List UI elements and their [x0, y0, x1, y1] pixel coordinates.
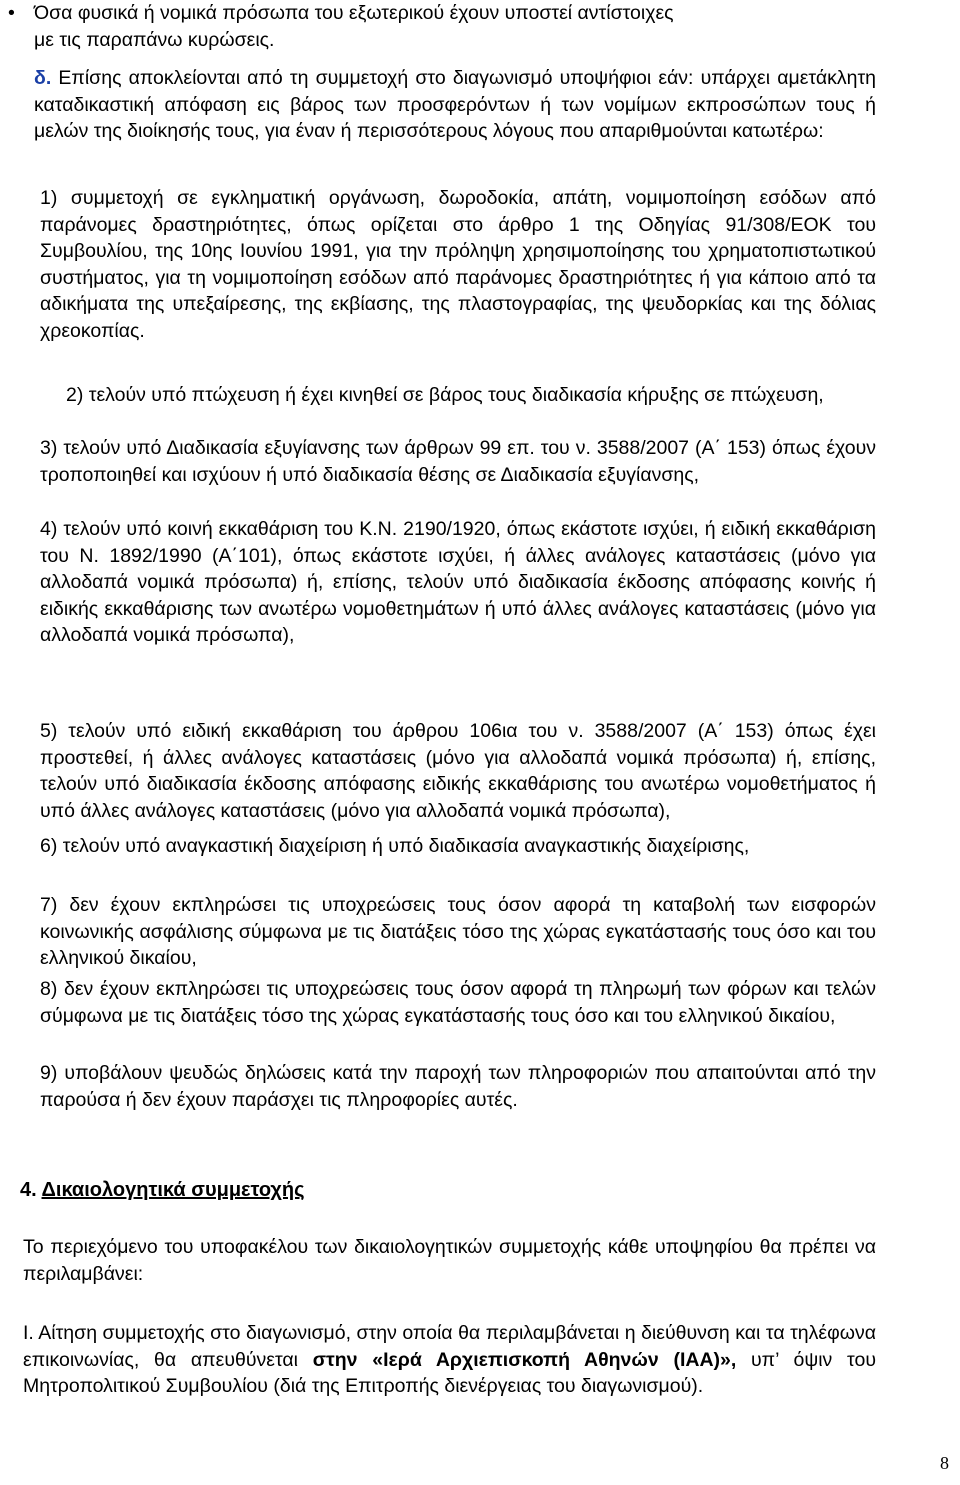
- list-item-3: 3) τελούν υπό Διαδικασία εξυγίανσης των άρθρων 99 επ. του ν. 3588/2007 (Α΄ 153) όπως έχουν τροποποιηθεί και ισχύουν ή υπό διαδικασία θέσης σε Διαδικασία εξυγίανσης,: [40, 437, 876, 486]
- section-4-number: 4.: [20, 1179, 37, 1201]
- list-item-8: 8) δεν έχουν εκπληρώσει τις υποχρεώσεις τους όσον αφορά τη πληρωμή των φόρων και τελών σύμφωνα με τις διατάξεις τόσο της χώρας εγκατάστασής τους όσο και του ελληνικού δικαίου,: [40, 978, 876, 1027]
- list-item-6: 6) τελούν υπό αναγκαστική διαχείριση ή υπό διαδικασία αναγκαστικής διαχείρισης,: [40, 835, 750, 857]
- section-4-title: Δικαιολογητικά συμμετοχής: [41, 1179, 305, 1201]
- bullet-icon: •: [8, 2, 15, 24]
- list-item-4: 4) τελούν υπό κοινή εκκαθάριση του Κ.Ν. 2190/1920, όπως εκάστοτε ισχύει, ή ειδική εκκαθάριση του Ν. 1892/1990 (Α΄101), όπως εκάστοτε ισχύει, ή άλλες ανάλογες καταστάσεις (μόνο για αλλοδαπά νομικά πρόσωπα) ή, επίσης, τελούν υπό διαδικασία έκδοσης απόφασης κοινής ή ειδικής εκκαθάρισης των ανωτέρω νομοθετημάτων ή υπό άλλες ανάλογες καταστάσεις (μόνο για αλλοδαπά νομικά πρόσωπα),: [40, 518, 876, 646]
- paragraph-contents-text: Το περιεχόμενο του υποφακέλου των δικαιολογητικών συμμετοχής κάθε υποψηφίου θα πρέπει να περιλαμβάνει:: [23, 1236, 876, 1285]
- list-item-9: 9) υποβάλουν ψευδώς δηλώσεις κατά την παροχή των πληροφοριών που απαιτούνται από την παρούσα ή δεν έχουν παράσχει τις πληροφορίες αυτές.: [40, 1062, 876, 1111]
- bullet-line-2: με τις παραπάνω κυρώσεις.: [34, 28, 275, 51]
- paragraph-contents: [8, 1234, 876, 1287]
- list-item-2: 2) τελούν υπό πτώχευση ή έχει κινηθεί σε βάρος τους διαδικασία κήρυξης σε πτώχευση,: [66, 384, 824, 406]
- section-d-letter: δ.: [34, 67, 52, 89]
- section-d-intro: [8, 65, 876, 145]
- application-text-after: υπ’ όψιν του Μητροπολιτικού Συμβουλίου (διά της Επιτροπής διενέργειας του διαγωνισμού).: [23, 1348, 876, 1397]
- list-item-7: 7) δεν έχουν εκπληρώσει τις υποχρεώσεις τους όσον αφορά τη καταβολή των εισφορών κοινωνικής ασφάλισης σύμφωνα με τις διατάξεις τόσο της χώρας εγκατάστασής τους όσο και του ελληνικού δικαίου,: [40, 894, 876, 969]
- section-d-intro-text: Επίσης αποκλείονται από τη συμμετοχή στο διαγωνισμό υποψήφιοι εάν: υπάρχει αμετάκλητη καταδικαστική απόφαση εις βάρος των προσφερόντων ή των νομίμων εκπροσώπων τους ή μελών της διοίκησής τους, για έναν ή περισσότερους λόγους που απαριθμούνται κατωτέρω:: [34, 67, 876, 142]
- list-item-5: 5) τελούν υπό ειδική εκκαθάριση του άρθρου 106ια του ν. 3588/2007 (Α΄ 153) όπως έχει προστεθεί, ή άλλες ανάλογες καταστάσεις (μόνο για αλλοδαπά νομικά πρόσωπα) ή, επίσης, τελούν υπό διαδικασία έκδοσης απόφασης ειδικής εκκαθάρισης του ανωτέρω νομοθετήματος ή υπό άλλες ανάλογες καταστάσεις (μόνο για αλλοδαπά νομικά πρόσωπα),: [40, 720, 876, 822]
- application-text-before: Ι. Αίτηση συμμετοχής στο διαγωνισμό, στην οποία θα περιλαμβάνεται η διεύθυνση και τα τηλέφωνα επικοινωνίας, θα απευθύνεται: [23, 1322, 876, 1371]
- list-item-1: 1) συμμετοχή σε εγκληματική οργάνωση, δωροδοκία, απάτη, νομιμοποίηση εσόδων από παράνομες δραστηριότητες, όπως ορίζεται στο άρθρο 1 της Οδηγίας 91/308/ΕΟΚ του Συμβουλίου, της 10ης Ιουνίου 1991, για την πρόληψη χρησιμοποίησης του χρηματοπιστωτικού συστήματος, για τη νομιμοποίηση εσόδων από παράνομες δραστηριότητες ή για κάποιο από τα αδικήματα της υπεξαίρεσης, της εκβίασης, της πλαστογραφίας, της ψευδορκίας και της δόλιας χρεοκοπίας.: [40, 187, 876, 342]
- paragraph-application: [8, 1320, 876, 1400]
- bullet-line-1: Όσα φυσικά ή νομικά πρόσωπα του εξωτερικού έχουν υποστεί αντίστοιχες: [34, 2, 674, 24]
- page-number: 8: [940, 1453, 949, 1473]
- section-4-heading: [20, 1177, 305, 1204]
- application-recipient: στην «Ιερά Αρχιεπισκοπή Αθηνών (ΙΑΑ)»,: [312, 1348, 737, 1371]
- bullet-paragraph: [8, 0, 878, 53]
